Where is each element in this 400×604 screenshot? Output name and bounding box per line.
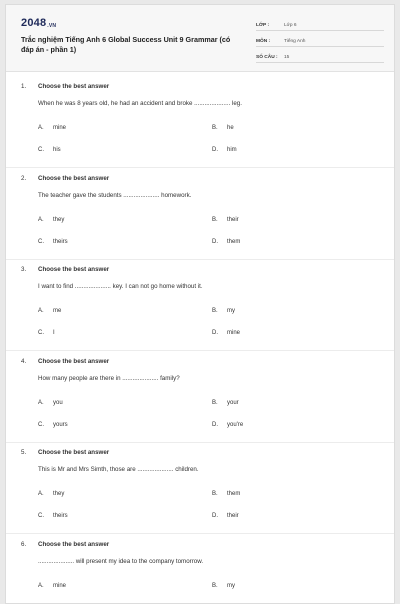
option-letter: A. (38, 583, 44, 589)
option-a[interactable] (38, 491, 64, 497)
option-letter: C. (38, 330, 44, 336)
option-text: their (227, 217, 239, 223)
option-d[interactable] (212, 330, 240, 336)
option-c[interactable] (38, 147, 61, 153)
option-text: him (227, 147, 237, 153)
quiz-header (6, 5, 394, 72)
divider (6, 442, 394, 443)
question-2 (21, 175, 371, 245)
question-3 (21, 266, 371, 336)
option-b[interactable] (212, 400, 239, 406)
question-6 (21, 541, 371, 589)
option-text: mine (227, 330, 241, 336)
option-d[interactable] (212, 147, 237, 153)
meta-value: Tiếng Anh (284, 39, 306, 44)
question-prompt: Choose the best answer (38, 541, 110, 548)
divider (6, 259, 394, 260)
option-a[interactable] (38, 400, 63, 406)
option-a[interactable] (38, 125, 66, 131)
option-c[interactable] (38, 239, 68, 245)
option-letter: A. (38, 308, 44, 314)
option-letter: B. (212, 491, 218, 497)
option-letter: D. (212, 330, 218, 336)
divider (6, 533, 394, 534)
option-letter: C. (38, 239, 44, 245)
question-prompt: Choose the best answer (38, 449, 110, 456)
option-b[interactable] (212, 125, 234, 131)
option-letter: D. (212, 422, 218, 428)
divider (6, 350, 394, 351)
option-letter: D. (212, 147, 218, 153)
question-number: 6. (21, 541, 27, 548)
question-text: How many people are there in ..................... family? (38, 375, 180, 382)
option-letter: D. (212, 513, 218, 519)
question-number: 5. (21, 449, 27, 456)
question-text: ..................... will present my idea to the company tomorrow. (38, 558, 204, 565)
option-letter: B. (212, 217, 218, 223)
option-text: he (227, 125, 234, 131)
option-a[interactable] (38, 583, 66, 589)
meta-row-subject (256, 34, 384, 47)
option-text: theirs (53, 513, 68, 519)
option-text: them (227, 491, 241, 497)
divider (6, 167, 394, 168)
question-prompt: Choose the best answer (38, 358, 110, 365)
option-text: their (227, 513, 239, 519)
option-text: theirs (53, 239, 68, 245)
option-letter: D. (212, 239, 218, 245)
logo-domain: .VN (47, 23, 57, 29)
option-text: his (53, 147, 61, 153)
quiz-meta (256, 18, 384, 66)
meta-value: Lớp 6 (284, 23, 297, 28)
option-text: them (227, 239, 241, 245)
site-logo[interactable] (21, 17, 56, 29)
option-text: you (53, 400, 63, 406)
option-b[interactable] (212, 217, 239, 223)
meta-label: SỐ CÂU : (256, 55, 278, 60)
option-text: your (227, 400, 239, 406)
question-text: I want to find ..................... key. I can not go home without it. (38, 283, 203, 290)
option-b[interactable] (212, 491, 240, 497)
option-text: mine (53, 583, 67, 589)
option-text: mine (53, 125, 67, 131)
question-number: 3. (21, 266, 27, 273)
option-text: me (53, 308, 62, 314)
option-d[interactable] (212, 239, 240, 245)
quiz-page (5, 4, 395, 604)
option-c[interactable] (38, 422, 68, 428)
option-text: they (53, 491, 65, 497)
question-number: 4. (21, 358, 27, 365)
option-text: I (53, 330, 55, 336)
question-text: The teacher gave the students ..................... homework. (38, 192, 192, 199)
meta-label: MÔN : (256, 39, 271, 44)
option-letter: B. (212, 125, 218, 131)
option-letter: B. (212, 400, 218, 406)
option-c[interactable] (38, 513, 68, 519)
meta-row-count (256, 50, 384, 63)
option-b[interactable] (212, 583, 235, 589)
option-b[interactable] (212, 308, 235, 314)
option-a[interactable] (38, 308, 61, 314)
option-letter: C. (38, 422, 44, 428)
question-number: 1. (21, 83, 27, 90)
option-letter: B. (212, 308, 218, 314)
question-number: 2. (21, 175, 27, 182)
option-d[interactable] (212, 513, 239, 519)
question-5 (21, 449, 371, 519)
question-1 (21, 83, 371, 153)
option-letter: C. (38, 513, 44, 519)
option-text: yours (53, 422, 68, 428)
option-text: you're (227, 422, 244, 428)
option-letter: C. (38, 147, 44, 153)
meta-label: LỚP : (256, 23, 270, 28)
meta-value: 15 (284, 55, 290, 60)
option-letter: A. (38, 217, 44, 223)
question-prompt: Choose the best answer (38, 83, 110, 90)
option-letter: A. (38, 491, 44, 497)
question-text: This is Mr and Mrs Simth, those are ..................... children. (38, 466, 199, 473)
logo-text: 2048 (21, 17, 47, 29)
option-letter: A. (38, 125, 44, 131)
meta-row-class (256, 18, 384, 31)
option-d[interactable] (212, 422, 243, 428)
question-prompt: Choose the best answer (38, 266, 110, 273)
question-prompt: Choose the best answer (38, 175, 110, 182)
option-text: my (227, 583, 235, 589)
option-text: my (227, 308, 235, 314)
option-text: they (53, 217, 65, 223)
quiz-title: Trắc nghiệm Tiếng Anh 6 Global Success Unit 9 Grammar (có đáp án - phần 1) (21, 35, 231, 54)
option-letter: B. (212, 583, 218, 589)
option-c[interactable] (38, 330, 55, 336)
option-a[interactable] (38, 217, 64, 223)
question-text: When he was 8 years old, he had an accident and broke ..................... leg. (38, 100, 242, 107)
question-4 (21, 358, 371, 428)
option-letter: A. (38, 400, 44, 406)
